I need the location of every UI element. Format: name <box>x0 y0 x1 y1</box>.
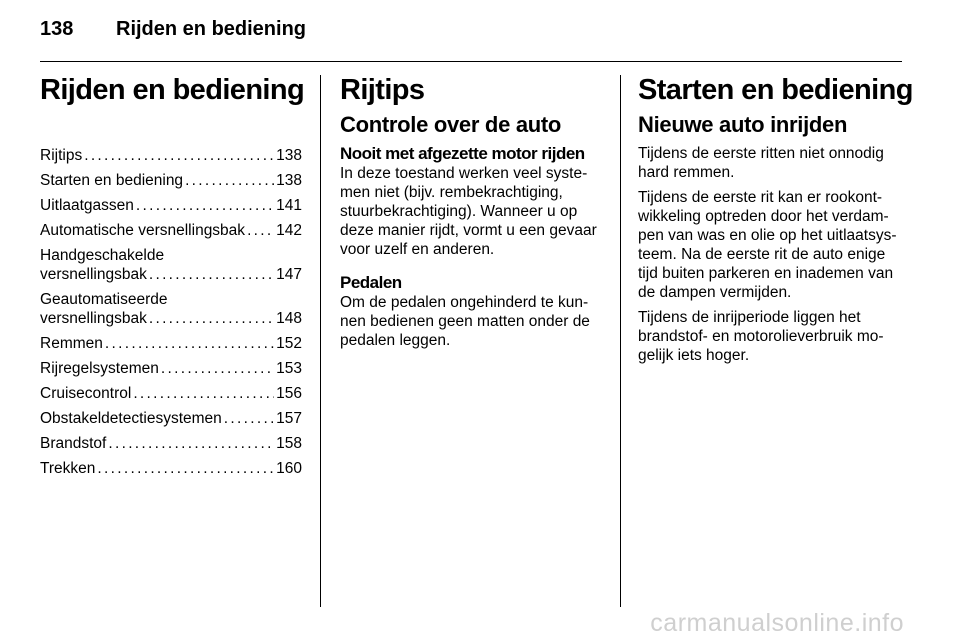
section-title-starten: Starten en bediening <box>638 74 913 106</box>
toc-entry-line <box>40 221 302 240</box>
text-line: pen van was en olie op het uitlaatsys- <box>638 227 897 244</box>
toc-entry-page: 148 <box>276 310 302 327</box>
toc-entry-label: Automatische versnellingsbak <box>40 222 246 239</box>
toc-entry-line <box>40 265 302 284</box>
toc-entry-line <box>40 309 302 328</box>
toc-leader-dots <box>105 334 274 353</box>
toc-entry <box>40 221 302 240</box>
text-line: teem. Na de eerste rit de auto enige <box>638 246 886 263</box>
toc-entry-page: 158 <box>276 435 302 452</box>
text-line: brandstof- en motorolieverbruik mo- <box>638 328 884 345</box>
toc-entry-label: Rijregelsystemen <box>40 360 159 377</box>
subsection-title: Controle over de auto <box>340 112 562 137</box>
toc-entry <box>40 290 302 328</box>
text-line: Tijdens de inrijperiode liggen het <box>638 309 861 326</box>
text-line: In deze toestand werken veel syste- <box>340 165 588 182</box>
toc-entry-page: 156 <box>276 385 302 402</box>
text-line: gelijk iets hoger. <box>638 347 750 364</box>
tip-title: Nooit met afgezette motor rijden <box>340 144 585 163</box>
toc-entry <box>40 409 302 428</box>
column-divider-1 <box>320 75 321 607</box>
toc-entry-label: Obstakeldetectiesystemen <box>40 410 222 427</box>
text-line: pedalen leggen. <box>340 332 451 349</box>
toc-leader-dots <box>84 146 274 165</box>
toc-entry <box>40 171 302 190</box>
watermark: carmanualsonline.info <box>650 609 904 637</box>
column-divider-2 <box>620 75 621 607</box>
header-divider <box>40 61 902 62</box>
toc-entry-label: Cruisecontrol <box>40 385 132 402</box>
text-line: nen bedienen geen matten onder de <box>340 313 590 330</box>
text-line: men niet (bijv. rembekrachtiging, <box>340 184 563 201</box>
page-header <box>40 18 306 48</box>
toc-entry-label: versnellingsbak <box>40 310 147 327</box>
paragraph <box>638 308 904 365</box>
toc-entry-page: 153 <box>276 360 302 377</box>
toc-entry-label: Handgeschakelde <box>40 247 165 264</box>
text-line: stuurbekrachtiging). Wanneer u op <box>340 203 578 220</box>
toc-leader-dots <box>136 196 274 215</box>
text-line: de dampen vermijden. <box>638 284 792 301</box>
toc-entry <box>40 196 302 215</box>
toc-entry <box>40 459 302 478</box>
toc-entry-page: 147 <box>276 266 302 283</box>
toc-entry <box>40 334 302 353</box>
starting-column <box>638 72 913 371</box>
section-title-rijtips: Rijtips <box>340 74 425 106</box>
tip-body <box>340 293 606 350</box>
toc-leader-dots <box>161 359 274 378</box>
toc-entry-label: Geautomatiseerde <box>40 291 168 308</box>
text-line: tijd buiten parkeren en inademen van <box>638 265 894 282</box>
chapter-title: Rijden en bediening <box>40 74 305 106</box>
toc-entry-label: versnellingsbak <box>40 266 147 283</box>
text-line: wikkeling optreden door het verdam- <box>638 208 889 225</box>
toc-entry-page: 141 <box>276 197 302 214</box>
toc-entry-page: 138 <box>276 147 302 164</box>
subsection-title-inrijden: Nieuwe auto inrijden <box>638 112 848 137</box>
toc-entry-line <box>40 171 302 190</box>
text-line: Tijdens de eerste ritten niet onnodig <box>638 145 884 162</box>
tips-sections <box>340 144 606 350</box>
text-line: deze manier rijdt, vormt u een gevaar <box>340 222 597 239</box>
toc-entry-line <box>40 459 302 478</box>
toc-entry-line <box>40 384 302 403</box>
toc-entry <box>40 359 302 378</box>
toc-entry-page: 160 <box>276 460 302 477</box>
toc-entry-label: Remmen <box>40 335 103 352</box>
toc-entry-line <box>40 434 302 453</box>
toc-entry-page: 157 <box>276 410 302 427</box>
toc-entry-line <box>40 146 302 165</box>
toc-leader-dots <box>224 409 274 428</box>
toc-leader-dots <box>185 171 274 190</box>
paragraph <box>638 188 904 302</box>
toc-leader-dots <box>133 384 274 403</box>
toc-entry-label: Rijtips <box>40 147 83 164</box>
toc-entry-line <box>40 334 302 353</box>
toc-entry-label: Trekken <box>40 460 96 477</box>
text-line: hard remmen. <box>638 164 735 181</box>
toc-leader-dots <box>149 309 274 328</box>
toc-entry-line <box>40 359 302 378</box>
text-line: voor uzelf en anderen. <box>340 241 495 258</box>
tip-section <box>340 144 606 259</box>
toc-entry-page: 142 <box>276 222 302 239</box>
toc-leader-dots <box>247 221 274 240</box>
toc-leader-dots <box>149 265 274 284</box>
tip-section <box>340 273 606 350</box>
toc-entry <box>40 434 302 453</box>
text-line: Tijdens de eerste rit kan er rookont- <box>638 189 883 206</box>
toc-leader-dots <box>97 459 274 478</box>
text-line: Om de pedalen ongehinderd te kun- <box>340 294 589 311</box>
driving-tips-column <box>340 72 606 364</box>
toc-entry <box>40 384 302 403</box>
page-number: 138 <box>40 18 74 40</box>
toc-entry-line <box>40 196 302 215</box>
toc-entry <box>40 246 302 284</box>
toc-entry-page: 138 <box>276 172 302 189</box>
paragraph <box>638 144 904 182</box>
toc-entry-page: 152 <box>276 335 302 352</box>
toc-entry-label: Starten en bediening <box>40 172 184 189</box>
tip-body <box>340 164 606 259</box>
toc-entry <box>40 146 302 165</box>
toc-leader-dots <box>108 434 274 453</box>
toc-entry-label: Brandstof <box>40 435 107 452</box>
running-title: Rijden en bediening <box>116 18 307 40</box>
toc-entry-line <box>40 409 302 428</box>
toc-column <box>40 72 305 484</box>
tip-title: Pedalen <box>340 273 402 292</box>
table-of-contents <box>40 146 302 478</box>
break-in-paragraphs <box>638 144 904 365</box>
toc-entry-label: Uitlaatgassen <box>40 197 134 214</box>
